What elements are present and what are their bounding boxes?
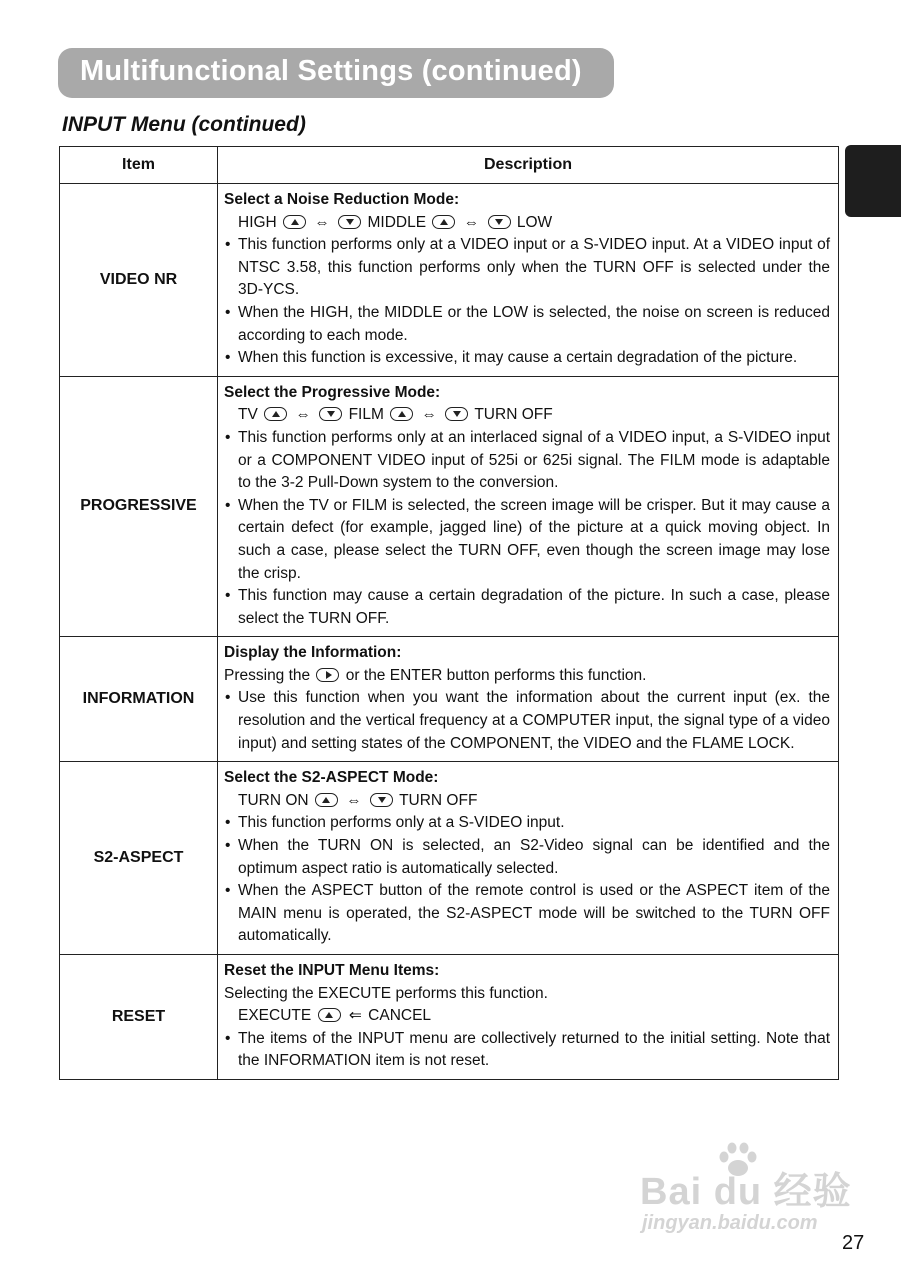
up-arrow-key-icon xyxy=(390,407,413,421)
description-text: Pressing the or the ENTER button performs this function. xyxy=(224,666,647,684)
bullet-item: • When the TURN ON is selected, an S2-Video signal can be identified and the optimum aspect ratio is automatically selected. xyxy=(225,837,830,877)
up-arrow-key-icon xyxy=(318,1008,341,1022)
description-title: Display the Information: xyxy=(224,644,402,662)
right-arrow-key-icon xyxy=(316,668,339,682)
item-reset: RESET xyxy=(60,955,218,1080)
side-tab-marker xyxy=(845,145,901,217)
item-s2-aspect: S2-ASPECT xyxy=(60,762,218,955)
table-row xyxy=(60,376,839,637)
bullet-item: • The items of the INPUT menu are collectively returned to the initial setting. Note that the INFORMATION item is not reset. xyxy=(225,1029,830,1070)
description-title: Reset the INPUT Menu Items: xyxy=(224,962,440,979)
watermark-url: jingyan.baidu.com xyxy=(642,1212,818,1234)
table-row xyxy=(60,955,839,1080)
page-number: 27 xyxy=(842,1232,865,1254)
down-arrow-key-icon xyxy=(445,407,468,421)
mode-sequence: HIGH ⇔ MIDDLE ⇔ LOW xyxy=(238,213,553,231)
bullet-item: • This function performs only at a S-VIDEO input. xyxy=(225,814,565,832)
bullet-item: • This function performs only at an interlaced signal of a VIDEO input, a S-VIDEO input or a COMPONENT VIDEO input of 525i or 625i signal. The FILM mode is adaptable to the 3-2 Pull-Down system to the conversion. xyxy=(225,428,830,492)
description-video-nr xyxy=(218,184,839,377)
mode-sequence: EXECUTE ⇐ CANCEL xyxy=(238,1007,432,1025)
item-progressive: PROGRESSIVE xyxy=(60,376,218,637)
column-header-item: Item xyxy=(60,147,218,184)
bullet-item: • When the ASPECT button of the remote control is used or the ASPECT item of the MAIN menu is operated, the S2-ASPECT mode will be switched to the TURN OFF automatically. xyxy=(225,882,830,945)
item-information: INFORMATION xyxy=(60,637,218,762)
down-arrow-key-icon xyxy=(338,215,361,229)
description-progressive xyxy=(218,376,839,637)
up-arrow-key-icon xyxy=(283,215,306,229)
table-row xyxy=(60,762,839,955)
description-reset xyxy=(218,955,839,1080)
table-header-row xyxy=(60,147,839,184)
table-row xyxy=(60,637,839,762)
table-row xyxy=(60,184,839,377)
watermark-logo: Bai du 经验 xyxy=(640,1171,852,1213)
bullet-item: • This function performs only at a VIDEO input or a S-VIDEO input. At a VIDEO input of NTSC 3.58, this function performs only when the TURN OFF is selected under the 3D-YCS. xyxy=(225,236,830,299)
description-information xyxy=(218,637,839,762)
up-arrow-key-icon xyxy=(432,215,455,229)
description-title: Select the Progressive Mode: xyxy=(224,383,441,401)
description-s2-aspect xyxy=(218,762,839,955)
column-header-description: Description xyxy=(218,147,839,184)
mode-sequence: TV ⇔ FILM ⇔ TURN OFF xyxy=(238,406,553,424)
down-arrow-key-icon xyxy=(370,793,393,807)
up-arrow-key-icon xyxy=(264,407,287,421)
down-arrow-key-icon xyxy=(319,407,342,421)
title-banner xyxy=(58,48,614,98)
down-arrow-key-icon xyxy=(488,215,511,229)
input-menu-table xyxy=(59,146,839,1080)
description-title: Select the S2-ASPECT Mode: xyxy=(224,769,439,787)
bullet-item: • When the HIGH, the MIDDLE or the LOW is selected, the noise on screen is reduced according to each mode. xyxy=(225,303,830,344)
mode-sequence: TURN ON ⇔ TURN OFF xyxy=(238,791,478,809)
up-arrow-key-icon xyxy=(315,793,338,807)
page-title: Multifunctional Settings (continued) xyxy=(80,55,582,87)
watermark xyxy=(640,1140,850,1250)
description-title: Select a Noise Reduction Mode: xyxy=(224,191,460,208)
bullet-item: • When the TV or FILM is selected, the screen image will be crisper. But it may cause a certain defect (for example, jagged line) of the picture at a quick moving object. In such a case, please select the TURN OFF, even though the screen image may lose the crisp. xyxy=(225,496,830,582)
bullet-item: • This function may cause a certain degradation of the picture. In such a case, please select the TURN OFF. xyxy=(225,587,830,627)
bullet-item: • When this function is excessive, it may cause a certain degradation of the picture. xyxy=(225,349,798,367)
item-video-nr: VIDEO NR xyxy=(60,184,218,377)
bullet-item: • Use this function when you want the information about the current input (ex. the resolution and the vertical frequency at a COMPUTER input, the signal type of a video input) and setting states of the COMPONENT, the VIDEO and the FLAME LOCK. xyxy=(225,689,830,752)
description-text: Selecting the EXECUTE performs this function. xyxy=(224,984,548,1002)
section-subtitle: INPUT Menu (continued) xyxy=(62,113,306,136)
